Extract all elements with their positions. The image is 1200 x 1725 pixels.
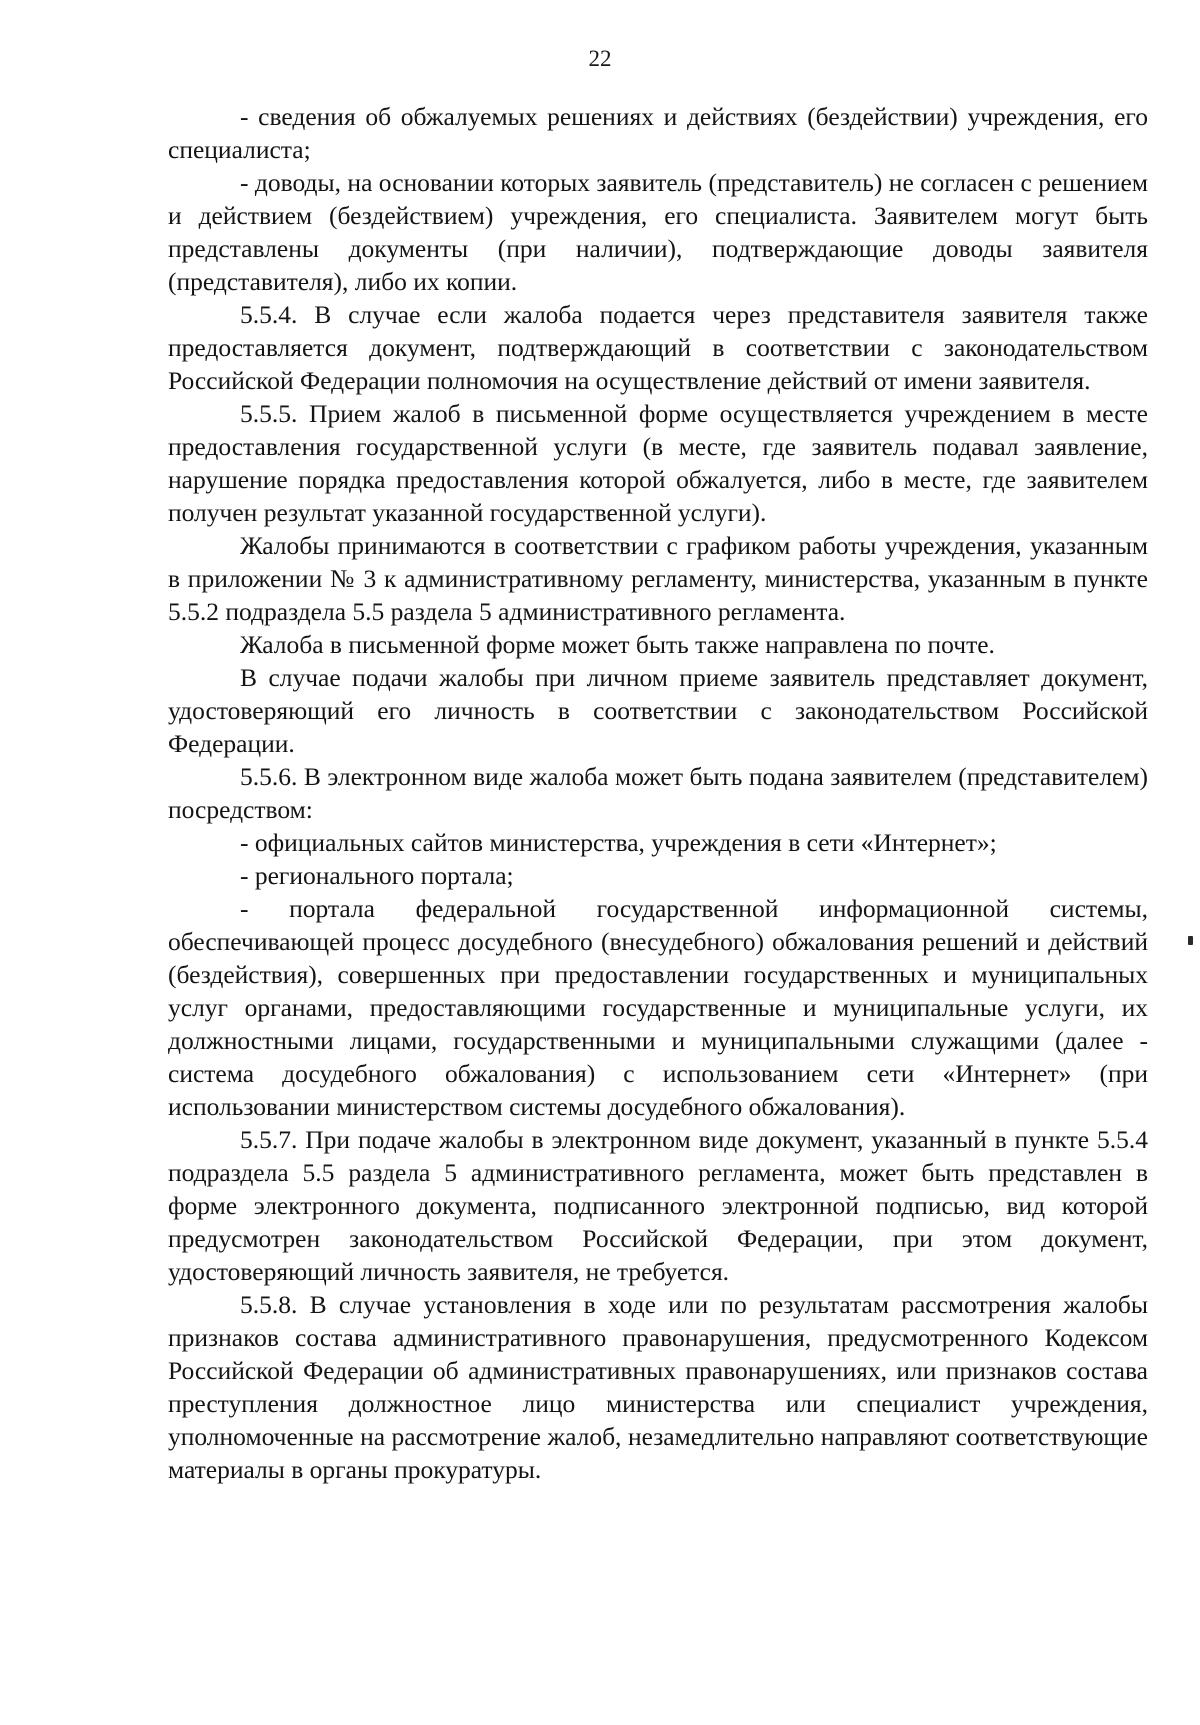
paragraph-5-5-6: 5.5.6. В электронном виде жалоба может быть подана заявителем (представителем) посредством:: [168, 762, 1148, 824]
paragraph-federal-portal: - портала федеральной государственной информационной системы, обеспечивающей процесс досудебного (внесудебного) обжалования решений и действий (бездействия), совершенных при предоставлении государственных и муниципальных услуг органами, предоставляющими государственные и муниципальные услуги, их должностными лицами, государственными и муниципальными служащими (далее - система досудебного обжалования) с использованием сети «Интернет» (при использовании министерством системы досудебного обжалования).: [168, 894, 1148, 1121]
paragraph-schedule: Жалобы принимаются в соответствии с графиком работы учреждения, указанным в приложении № 3 к административному регламенту, министерства, указанным в пункте 5.5.2 подраздела 5.5 раздела 5 административного регламента.: [168, 531, 1148, 626]
paragraph-5-5-8: 5.5.8. В случае установления в ходе или по результатам рассмотрения жалобы признаков состава административного правонарушения, предусмотренного Кодексом Российской Федерации об административных правонарушениях, или признаков состава преступления должностное лицо министерства или специалист учреждения, уполномоченные на рассмотрение жалоб, незамедлительно направляют соответствующие материалы в органы прокуратуры.: [168, 1290, 1148, 1484]
paragraph-by-mail: Жалоба в письменной форме может быть также направлена по почте.: [240, 630, 995, 659]
paragraph-5-5-7: 5.5.7. При подаче жалобы в электронном виде документ, указанный в пункте 5.5.4 подраздела 5.5 раздела 5 административного регламента, может быть представлен в форме электронного документа, подписанного электронной подписью, вид которой предусмотрен законодательством Российской Федерации, при этом документ, удостоверяющий личность заявителя, не требуется.: [168, 1125, 1148, 1286]
page-number: 22: [588, 46, 612, 71]
paragraph-arguments: - доводы, на основании которых заявитель (представитель) не согласен с решением и действием (бездействием) учреждения, его специалиста. Заявителем могут быть представлены документы (при наличии), подтверждающие доводы заявителя (представителя), либо их копии.: [168, 168, 1148, 296]
document-body: [168, 100, 1148, 1486]
paragraph-5-5-4: 5.5.4. В случае если жалоба подается через представителя заявителя также предоставляется документ, подтверждающий в соответствии с законодательством Российской Федерации полномочия на осуществление действий от имени заявителя.: [168, 300, 1148, 395]
paragraph-appeal-decisions: - сведения об обжалуемых решениях и действиях (бездействии) учреждения, его специалиста;: [168, 102, 1148, 164]
paragraph-regional-portal: - регионального портала;: [240, 861, 514, 890]
paragraph-5-5-5: 5.5.5. Прием жалоб в письменной форме осуществляется учреждением в месте предоставления государственной услуги (в месте, где заявитель подавал заявление, нарушение порядка предоставления которой обжалуется, либо в месте, где заявителем получен результат указанной государственной услуги).: [168, 399, 1148, 527]
scan-speck: [1188, 936, 1193, 945]
paragraph-personal-reception: В случае подачи жалобы при личном приеме заявитель представляет документ, удостоверяющий его личность в соответствии с законодательством Российской Федерации.: [168, 663, 1148, 758]
paragraph-official-sites: - официальных сайтов министерства, учреждения в сети «Интернет»;: [240, 828, 997, 857]
